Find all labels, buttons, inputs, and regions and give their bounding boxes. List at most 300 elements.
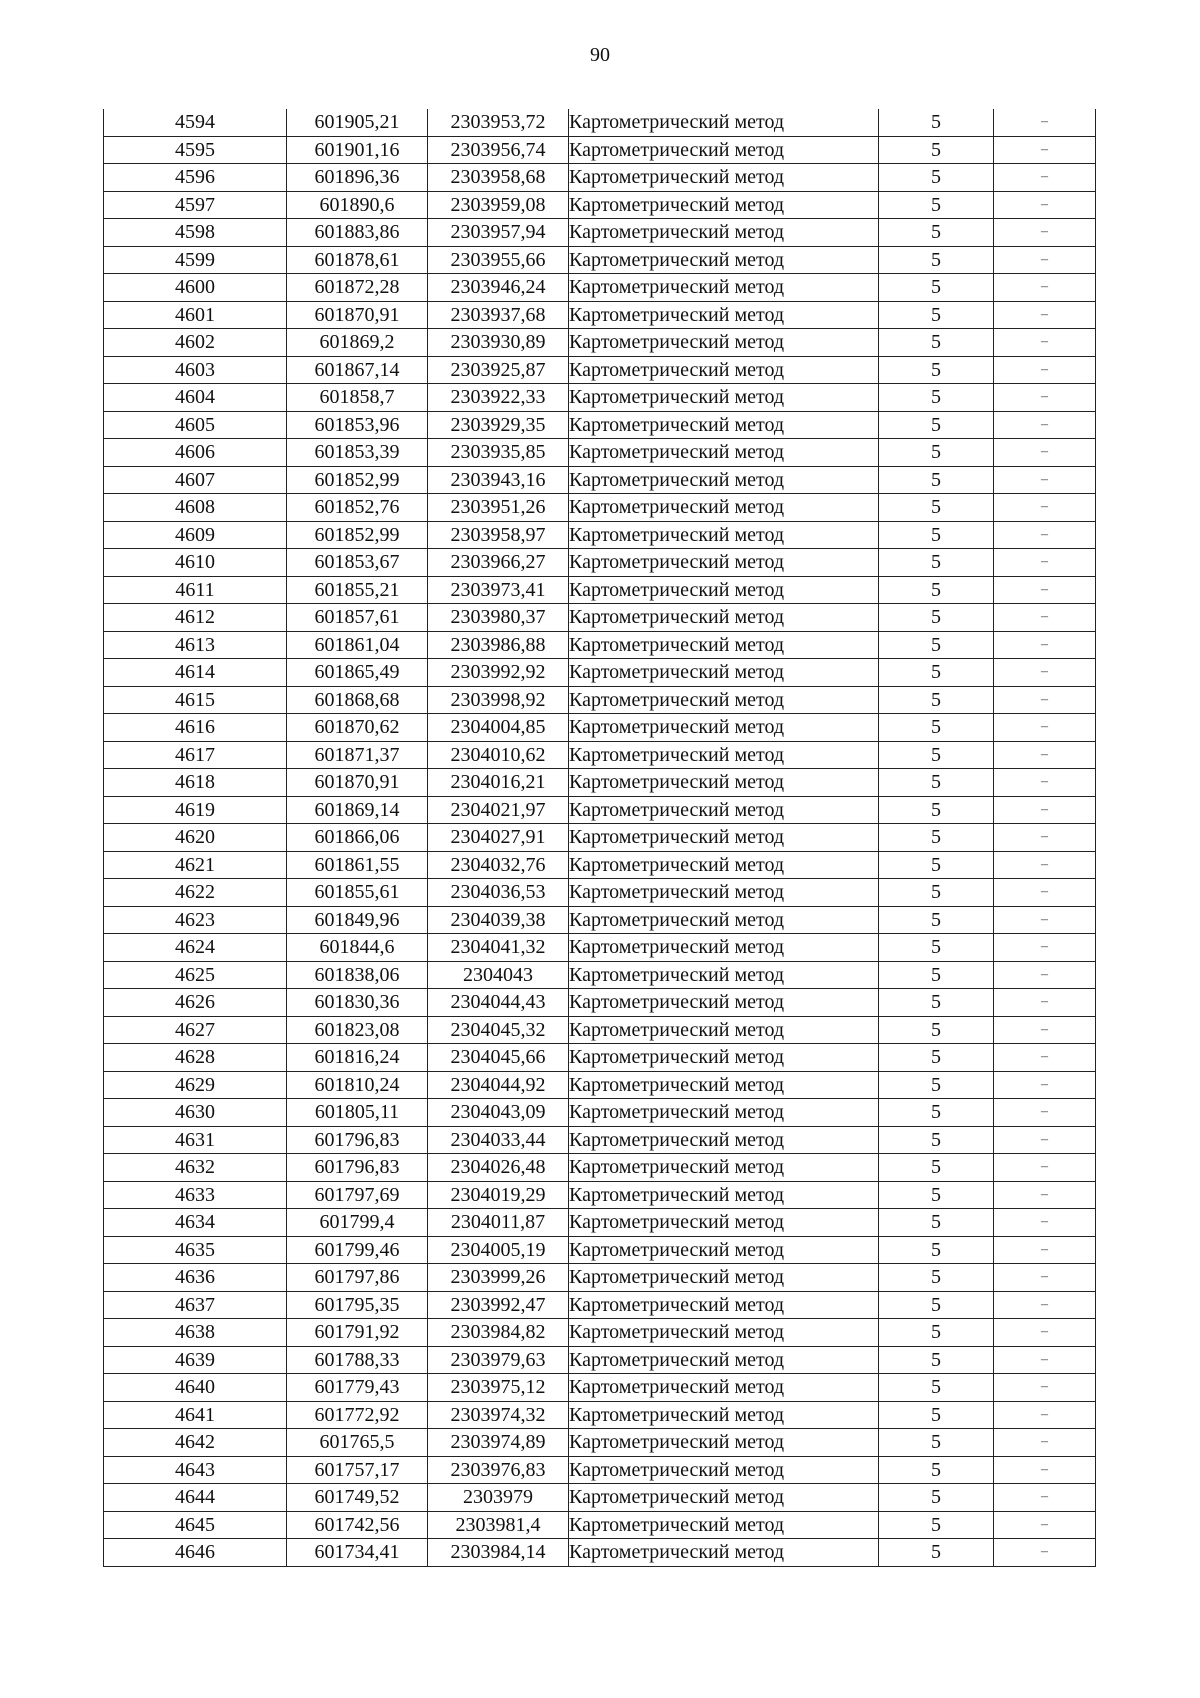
- accuracy-cell: 5: [879, 1154, 994, 1182]
- x-coordinate-cell: 601890,6: [287, 191, 428, 219]
- method-cell: Картометрический метод: [569, 906, 879, 934]
- table-row: [104, 714, 1096, 742]
- point-number-cell: 4600: [104, 274, 287, 302]
- point-number-cell: 4642: [104, 1429, 287, 1457]
- x-coordinate-cell: 601849,96: [287, 906, 428, 934]
- point-number-cell: 4594: [104, 109, 287, 136]
- description-cell: –: [994, 494, 1096, 522]
- description-cell: –: [994, 879, 1096, 907]
- table-row: [104, 1099, 1096, 1127]
- method-cell: Картометрический метод: [569, 164, 879, 192]
- x-coordinate-cell: 601757,17: [287, 1456, 428, 1484]
- point-number-cell: 4635: [104, 1236, 287, 1264]
- accuracy-cell: 5: [879, 164, 994, 192]
- method-cell: Картометрический метод: [569, 191, 879, 219]
- x-coordinate-cell: 601871,37: [287, 741, 428, 769]
- y-coordinate-cell: 2303992,47: [428, 1291, 569, 1319]
- x-coordinate-cell: 601853,67: [287, 549, 428, 577]
- accuracy-cell: 5: [879, 246, 994, 274]
- method-cell: Картометрический метод: [569, 989, 879, 1017]
- description-cell: –: [994, 274, 1096, 302]
- y-coordinate-cell: 2304004,85: [428, 714, 569, 742]
- point-number-cell: 4615: [104, 686, 287, 714]
- coordinates-table-body: [104, 109, 1096, 1566]
- accuracy-cell: 5: [879, 824, 994, 852]
- table-row: [104, 851, 1096, 879]
- method-cell: Картометрический метод: [569, 521, 879, 549]
- accuracy-cell: 5: [879, 796, 994, 824]
- y-coordinate-cell: 2304036,53: [428, 879, 569, 907]
- point-number-cell: 4622: [104, 879, 287, 907]
- x-coordinate-cell: 601855,21: [287, 576, 428, 604]
- point-number-cell: 4616: [104, 714, 287, 742]
- table-row: [104, 769, 1096, 797]
- method-cell: Картометрический метод: [569, 1126, 879, 1154]
- table-row: [104, 1044, 1096, 1072]
- y-coordinate-cell: 2303992,92: [428, 659, 569, 687]
- x-coordinate-cell: 601901,16: [287, 136, 428, 164]
- x-coordinate-cell: 601791,92: [287, 1319, 428, 1347]
- table-row: [104, 384, 1096, 412]
- x-coordinate-cell: 601869,14: [287, 796, 428, 824]
- table-row: [104, 686, 1096, 714]
- accuracy-cell: 5: [879, 301, 994, 329]
- table-row: [104, 1071, 1096, 1099]
- x-coordinate-cell: 601867,14: [287, 356, 428, 384]
- table-row: [104, 136, 1096, 164]
- description-cell: –: [994, 329, 1096, 357]
- point-number-cell: 4639: [104, 1346, 287, 1374]
- x-coordinate-cell: 601844,6: [287, 934, 428, 962]
- description-cell: –: [994, 1236, 1096, 1264]
- x-coordinate-cell: 601861,55: [287, 851, 428, 879]
- x-coordinate-cell: 601869,2: [287, 329, 428, 357]
- table-row: [104, 439, 1096, 467]
- method-cell: Картометрический метод: [569, 246, 879, 274]
- y-coordinate-cell: 2304026,48: [428, 1154, 569, 1182]
- x-coordinate-cell: 601734,41: [287, 1539, 428, 1567]
- table-row: [104, 741, 1096, 769]
- x-coordinate-cell: 601883,86: [287, 219, 428, 247]
- description-cell: –: [994, 411, 1096, 439]
- method-cell: Картометрический метод: [569, 1291, 879, 1319]
- y-coordinate-cell: 2303953,72: [428, 109, 569, 136]
- x-coordinate-cell: 601852,76: [287, 494, 428, 522]
- table-row: [104, 1429, 1096, 1457]
- point-number-cell: 4634: [104, 1209, 287, 1237]
- method-cell: Картометрический метод: [569, 741, 879, 769]
- accuracy-cell: 5: [879, 769, 994, 797]
- table-row: [104, 934, 1096, 962]
- description-cell: –: [994, 769, 1096, 797]
- method-cell: Картометрический метод: [569, 604, 879, 632]
- x-coordinate-cell: 601905,21: [287, 109, 428, 136]
- accuracy-cell: 5: [879, 1181, 994, 1209]
- table-row: [104, 1511, 1096, 1539]
- y-coordinate-cell: 2304016,21: [428, 769, 569, 797]
- description-cell: –: [994, 1181, 1096, 1209]
- method-cell: Картометрический метод: [569, 1099, 879, 1127]
- table-row: [104, 246, 1096, 274]
- method-cell: Картометрический метод: [569, 1374, 879, 1402]
- method-cell: Картометрический метод: [569, 356, 879, 384]
- description-cell: –: [994, 659, 1096, 687]
- x-coordinate-cell: 601799,46: [287, 1236, 428, 1264]
- table-row: [104, 521, 1096, 549]
- method-cell: Картометрический метод: [569, 631, 879, 659]
- point-number-cell: 4628: [104, 1044, 287, 1072]
- description-cell: –: [994, 1539, 1096, 1567]
- accuracy-cell: 5: [879, 439, 994, 467]
- description-cell: –: [994, 521, 1096, 549]
- x-coordinate-cell: 601796,83: [287, 1126, 428, 1154]
- y-coordinate-cell: 2303999,26: [428, 1264, 569, 1292]
- accuracy-cell: 5: [879, 329, 994, 357]
- method-cell: Картометрический метод: [569, 136, 879, 164]
- method-cell: Картометрический метод: [569, 301, 879, 329]
- description-cell: –: [994, 301, 1096, 329]
- y-coordinate-cell: 2303946,24: [428, 274, 569, 302]
- point-number-cell: 4612: [104, 604, 287, 632]
- y-coordinate-cell: 2303981,4: [428, 1511, 569, 1539]
- method-cell: Картометрический метод: [569, 576, 879, 604]
- y-coordinate-cell: 2303930,89: [428, 329, 569, 357]
- accuracy-cell: 5: [879, 1429, 994, 1457]
- x-coordinate-cell: 601772,92: [287, 1401, 428, 1429]
- point-number-cell: 4610: [104, 549, 287, 577]
- y-coordinate-cell: 2303979: [428, 1484, 569, 1512]
- table-row: [104, 659, 1096, 687]
- accuracy-cell: 5: [879, 1236, 994, 1264]
- description-cell: –: [994, 1071, 1096, 1099]
- table-row: [104, 356, 1096, 384]
- accuracy-cell: 5: [879, 879, 994, 907]
- accuracy-cell: 5: [879, 466, 994, 494]
- table-row: [104, 1291, 1096, 1319]
- y-coordinate-cell: 2303937,68: [428, 301, 569, 329]
- point-number-cell: 4618: [104, 769, 287, 797]
- description-cell: –: [994, 1154, 1096, 1182]
- y-coordinate-cell: 2303973,41: [428, 576, 569, 604]
- y-coordinate-cell: 2303958,97: [428, 521, 569, 549]
- point-number-cell: 4604: [104, 384, 287, 412]
- point-number-cell: 4607: [104, 466, 287, 494]
- x-coordinate-cell: 601870,91: [287, 769, 428, 797]
- point-number-cell: 4645: [104, 1511, 287, 1539]
- accuracy-cell: 5: [879, 961, 994, 989]
- method-cell: Картометрический метод: [569, 1319, 879, 1347]
- accuracy-cell: 5: [879, 549, 994, 577]
- description-cell: –: [994, 741, 1096, 769]
- y-coordinate-cell: 2304027,91: [428, 824, 569, 852]
- y-coordinate-cell: 2303943,16: [428, 466, 569, 494]
- y-coordinate-cell: 2304019,29: [428, 1181, 569, 1209]
- table-row: [104, 796, 1096, 824]
- description-cell: –: [994, 686, 1096, 714]
- table-row: [104, 824, 1096, 852]
- accuracy-cell: 5: [879, 521, 994, 549]
- y-coordinate-cell: 2304044,43: [428, 989, 569, 1017]
- method-cell: Картометрический метод: [569, 1071, 879, 1099]
- method-cell: Картометрический метод: [569, 219, 879, 247]
- point-number-cell: 4630: [104, 1099, 287, 1127]
- y-coordinate-cell: 2303976,83: [428, 1456, 569, 1484]
- y-coordinate-cell: 2303935,85: [428, 439, 569, 467]
- method-cell: Картометрический метод: [569, 1484, 879, 1512]
- method-cell: Картометрический метод: [569, 796, 879, 824]
- method-cell: Картометрический метод: [569, 1456, 879, 1484]
- point-number-cell: 4643: [104, 1456, 287, 1484]
- description-cell: –: [994, 934, 1096, 962]
- method-cell: Картометрический метод: [569, 549, 879, 577]
- x-coordinate-cell: 601799,4: [287, 1209, 428, 1237]
- y-coordinate-cell: 2303925,87: [428, 356, 569, 384]
- description-cell: –: [994, 1511, 1096, 1539]
- method-cell: Картометрический метод: [569, 1209, 879, 1237]
- table-row: [104, 576, 1096, 604]
- description-cell: –: [994, 164, 1096, 192]
- description-cell: –: [994, 1401, 1096, 1429]
- point-number-cell: 4603: [104, 356, 287, 384]
- accuracy-cell: 5: [879, 1456, 994, 1484]
- accuracy-cell: 5: [879, 714, 994, 742]
- accuracy-cell: 5: [879, 274, 994, 302]
- y-coordinate-cell: 2303984,82: [428, 1319, 569, 1347]
- table-row: [104, 1456, 1096, 1484]
- x-coordinate-cell: 601878,61: [287, 246, 428, 274]
- method-cell: Картометрический метод: [569, 439, 879, 467]
- x-coordinate-cell: 601853,39: [287, 439, 428, 467]
- table-row: [104, 1236, 1096, 1264]
- point-number-cell: 4636: [104, 1264, 287, 1292]
- accuracy-cell: 5: [879, 1374, 994, 1402]
- description-cell: –: [994, 1044, 1096, 1072]
- accuracy-cell: 5: [879, 659, 994, 687]
- x-coordinate-cell: 601830,36: [287, 989, 428, 1017]
- method-cell: Картометрический метод: [569, 494, 879, 522]
- accuracy-cell: 5: [879, 1346, 994, 1374]
- y-coordinate-cell: 2303974,32: [428, 1401, 569, 1429]
- y-coordinate-cell: 2303955,66: [428, 246, 569, 274]
- point-number-cell: 4640: [104, 1374, 287, 1402]
- table-row: [104, 879, 1096, 907]
- table-row: [104, 411, 1096, 439]
- table-row: [104, 301, 1096, 329]
- accuracy-cell: 5: [879, 1099, 994, 1127]
- y-coordinate-cell: 2303957,94: [428, 219, 569, 247]
- point-number-cell: 4595: [104, 136, 287, 164]
- y-coordinate-cell: 2303998,92: [428, 686, 569, 714]
- point-number-cell: 4597: [104, 191, 287, 219]
- method-cell: Картометрический метод: [569, 384, 879, 412]
- method-cell: Картометрический метод: [569, 1044, 879, 1072]
- accuracy-cell: 5: [879, 1044, 994, 1072]
- x-coordinate-cell: 601870,62: [287, 714, 428, 742]
- x-coordinate-cell: 601861,04: [287, 631, 428, 659]
- accuracy-cell: 5: [879, 494, 994, 522]
- accuracy-cell: 5: [879, 384, 994, 412]
- y-coordinate-cell: 2304041,32: [428, 934, 569, 962]
- method-cell: Картометрический метод: [569, 109, 879, 136]
- method-cell: Картометрический метод: [569, 466, 879, 494]
- description-cell: –: [994, 246, 1096, 274]
- description-cell: –: [994, 796, 1096, 824]
- accuracy-cell: 5: [879, 1484, 994, 1512]
- table-row: [104, 329, 1096, 357]
- description-cell: –: [994, 549, 1096, 577]
- point-number-cell: 4638: [104, 1319, 287, 1347]
- description-cell: –: [994, 136, 1096, 164]
- table-row: [104, 961, 1096, 989]
- method-cell: Картометрический метод: [569, 824, 879, 852]
- description-cell: –: [994, 356, 1096, 384]
- table-row: [104, 1016, 1096, 1044]
- y-coordinate-cell: 2304045,32: [428, 1016, 569, 1044]
- table-row: [104, 906, 1096, 934]
- point-number-cell: 4608: [104, 494, 287, 522]
- x-coordinate-cell: 601866,06: [287, 824, 428, 852]
- x-coordinate-cell: 601779,43: [287, 1374, 428, 1402]
- x-coordinate-cell: 601810,24: [287, 1071, 428, 1099]
- point-number-cell: 4625: [104, 961, 287, 989]
- description-cell: –: [994, 466, 1096, 494]
- description-cell: –: [994, 714, 1096, 742]
- method-cell: Картометрический метод: [569, 961, 879, 989]
- table-row: [104, 1154, 1096, 1182]
- method-cell: Картометрический метод: [569, 1346, 879, 1374]
- x-coordinate-cell: 601853,96: [287, 411, 428, 439]
- method-cell: Картометрический метод: [569, 1511, 879, 1539]
- description-cell: –: [994, 1319, 1096, 1347]
- accuracy-cell: 5: [879, 576, 994, 604]
- accuracy-cell: 5: [879, 411, 994, 439]
- point-number-cell: 4598: [104, 219, 287, 247]
- y-coordinate-cell: 2303951,26: [428, 494, 569, 522]
- method-cell: Картометрический метод: [569, 1154, 879, 1182]
- x-coordinate-cell: 601857,61: [287, 604, 428, 632]
- method-cell: Картометрический метод: [569, 1016, 879, 1044]
- table-row: [104, 1319, 1096, 1347]
- y-coordinate-cell: 2304039,38: [428, 906, 569, 934]
- table-row: [104, 1126, 1096, 1154]
- x-coordinate-cell: 601865,49: [287, 659, 428, 687]
- y-coordinate-cell: 2304032,76: [428, 851, 569, 879]
- page-number: 90: [590, 44, 610, 66]
- method-cell: Картометрический метод: [569, 659, 879, 687]
- description-cell: –: [994, 384, 1096, 412]
- point-number-cell: 4617: [104, 741, 287, 769]
- description-cell: –: [994, 1264, 1096, 1292]
- accuracy-cell: 5: [879, 1071, 994, 1099]
- method-cell: Картометрический метод: [569, 329, 879, 357]
- method-cell: Картометрический метод: [569, 1401, 879, 1429]
- method-cell: Картометрический метод: [569, 1539, 879, 1567]
- point-number-cell: 4620: [104, 824, 287, 852]
- method-cell: Картометрический метод: [569, 851, 879, 879]
- y-coordinate-cell: 2304044,92: [428, 1071, 569, 1099]
- accuracy-cell: 5: [879, 1264, 994, 1292]
- description-cell: –: [994, 1126, 1096, 1154]
- y-coordinate-cell: 2304043,09: [428, 1099, 569, 1127]
- point-number-cell: 4626: [104, 989, 287, 1017]
- description-cell: –: [994, 1099, 1096, 1127]
- y-coordinate-cell: 2304011,87: [428, 1209, 569, 1237]
- method-cell: Картометрический метод: [569, 769, 879, 797]
- accuracy-cell: 5: [879, 686, 994, 714]
- description-cell: –: [994, 1346, 1096, 1374]
- table-row: [104, 1181, 1096, 1209]
- y-coordinate-cell: 2304043: [428, 961, 569, 989]
- accuracy-cell: 5: [879, 191, 994, 219]
- description-cell: –: [994, 1429, 1096, 1457]
- x-coordinate-cell: 601852,99: [287, 521, 428, 549]
- table-row: [104, 631, 1096, 659]
- accuracy-cell: 5: [879, 1401, 994, 1429]
- description-cell: –: [994, 989, 1096, 1017]
- y-coordinate-cell: 2304021,97: [428, 796, 569, 824]
- method-cell: Картометрический метод: [569, 274, 879, 302]
- accuracy-cell: 5: [879, 1291, 994, 1319]
- accuracy-cell: 5: [879, 1209, 994, 1237]
- table-row: [104, 191, 1096, 219]
- point-number-cell: 4606: [104, 439, 287, 467]
- accuracy-cell: 5: [879, 356, 994, 384]
- description-cell: –: [994, 576, 1096, 604]
- y-coordinate-cell: 2303959,08: [428, 191, 569, 219]
- point-number-cell: 4609: [104, 521, 287, 549]
- y-coordinate-cell: 2304045,66: [428, 1044, 569, 1072]
- point-number-cell: 4619: [104, 796, 287, 824]
- accuracy-cell: 5: [879, 1539, 994, 1567]
- y-coordinate-cell: 2303979,63: [428, 1346, 569, 1374]
- description-cell: –: [994, 851, 1096, 879]
- table-row: [104, 109, 1096, 136]
- accuracy-cell: 5: [879, 109, 994, 136]
- table-row: [104, 1264, 1096, 1292]
- table-row: [104, 219, 1096, 247]
- table-row: [104, 1346, 1096, 1374]
- description-cell: –: [994, 1374, 1096, 1402]
- table-row: [104, 1484, 1096, 1512]
- point-number-cell: 4621: [104, 851, 287, 879]
- x-coordinate-cell: 601796,83: [287, 1154, 428, 1182]
- accuracy-cell: 5: [879, 1016, 994, 1044]
- table-row: [104, 274, 1096, 302]
- accuracy-cell: 5: [879, 136, 994, 164]
- x-coordinate-cell: 601788,33: [287, 1346, 428, 1374]
- method-cell: Картометрический метод: [569, 714, 879, 742]
- description-cell: –: [994, 219, 1096, 247]
- description-cell: –: [994, 906, 1096, 934]
- accuracy-cell: 5: [879, 1319, 994, 1347]
- x-coordinate-cell: 601797,86: [287, 1264, 428, 1292]
- accuracy-cell: 5: [879, 1511, 994, 1539]
- y-coordinate-cell: 2303975,12: [428, 1374, 569, 1402]
- description-cell: –: [994, 1484, 1096, 1512]
- x-coordinate-cell: 601838,06: [287, 961, 428, 989]
- y-coordinate-cell: 2303958,68: [428, 164, 569, 192]
- point-number-cell: 4599: [104, 246, 287, 274]
- point-number-cell: 4602: [104, 329, 287, 357]
- accuracy-cell: 5: [879, 1126, 994, 1154]
- method-cell: Картометрический метод: [569, 1181, 879, 1209]
- table-row: [104, 1374, 1096, 1402]
- description-cell: –: [994, 1209, 1096, 1237]
- y-coordinate-cell: 2303966,27: [428, 549, 569, 577]
- point-number-cell: 4632: [104, 1154, 287, 1182]
- point-number-cell: 4646: [104, 1539, 287, 1567]
- description-cell: –: [994, 1016, 1096, 1044]
